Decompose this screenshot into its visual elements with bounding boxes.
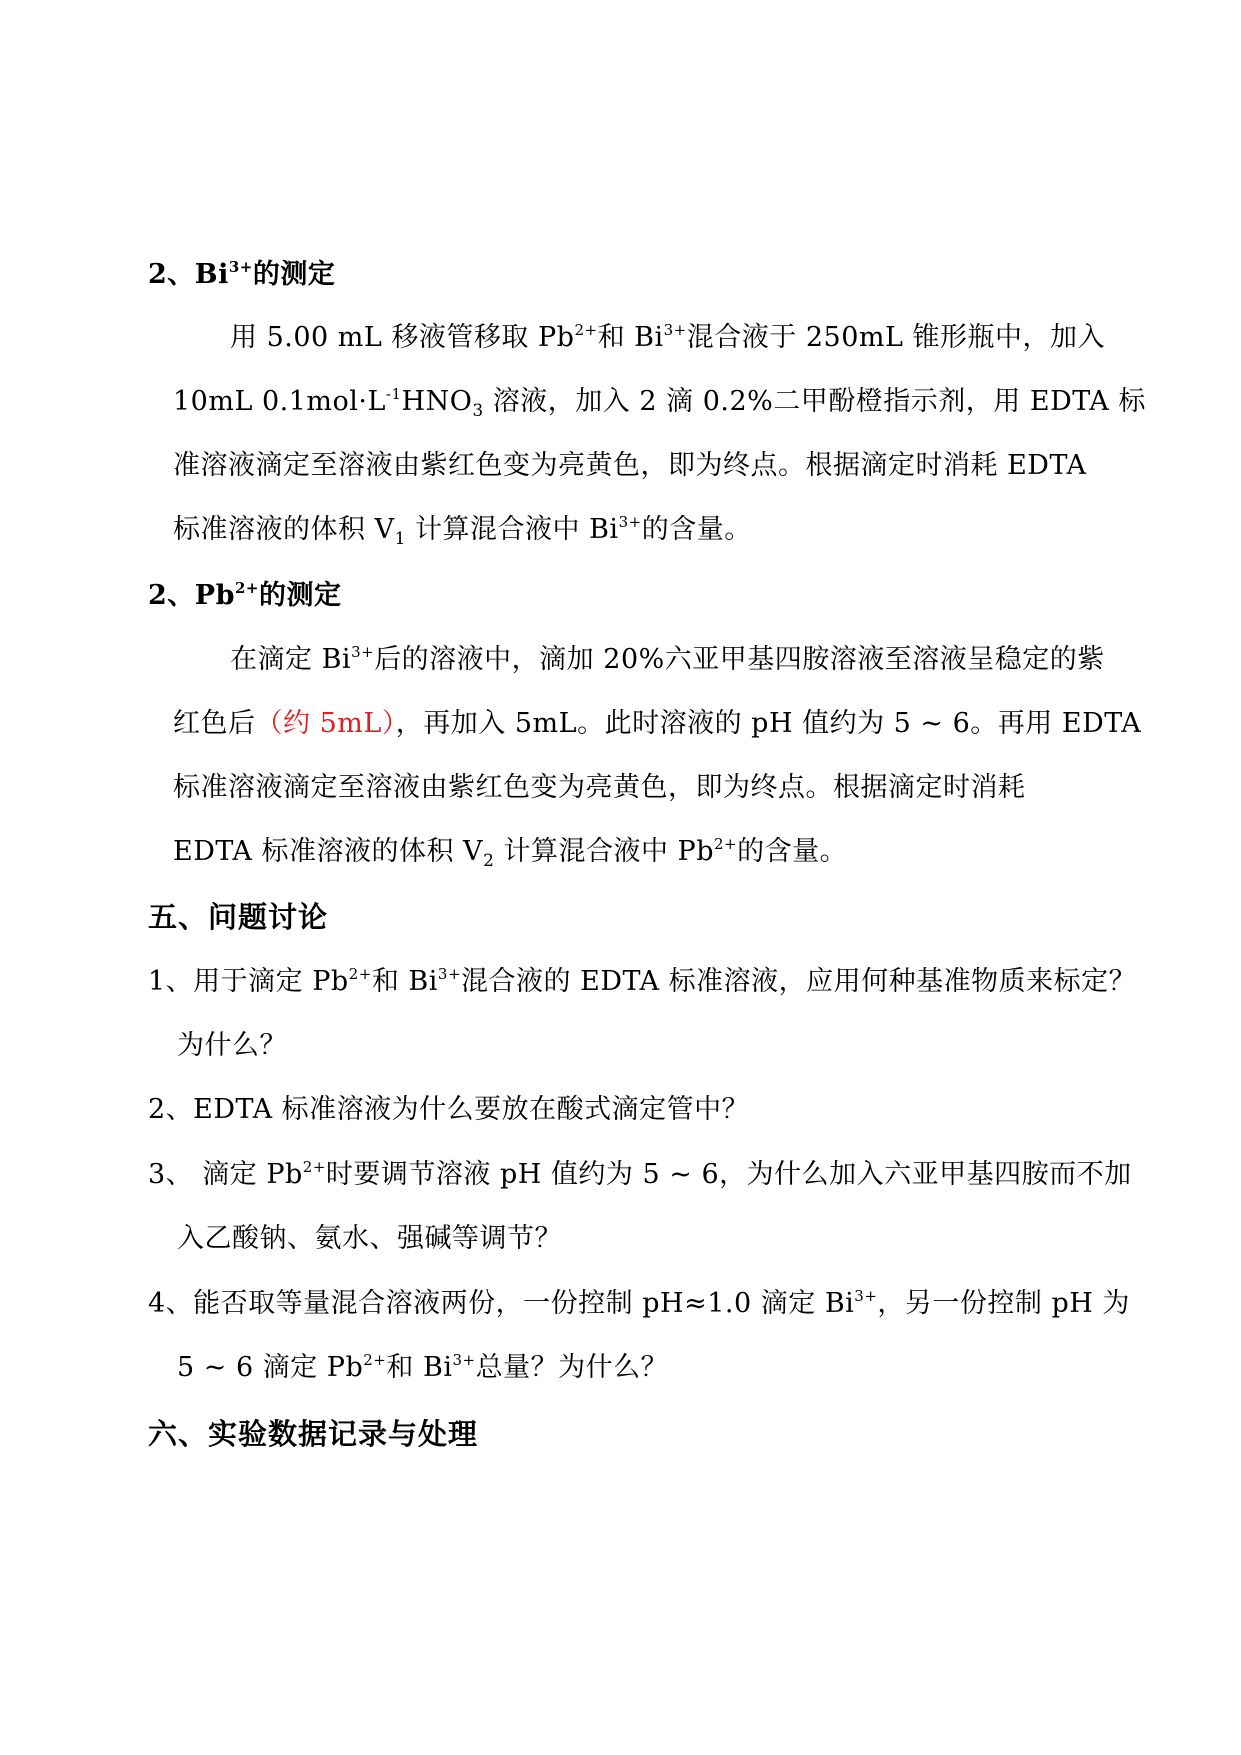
- paragraph-pb-line-4: EDTA 标准溶液的体积 $V_2$ 计算混合液中 $Pb^{2+}$的含量。: [173, 835, 848, 871]
- question-4-line-1: 4、能否取等量混合溶液两份，一份控制 pH≈1.0 滴定 $Bi^{3+}$，另一份控制 pH 为: [148, 1287, 1130, 1319]
- volume-note-red: （约 5mL）: [255, 708, 396, 739]
- question-3-line-1: 3、 滴定 $Pb^{2+}$时要调节溶液 pH 值约为 5 ~ 6，为什么加入六亚甲基四胺而不加: [148, 1158, 1132, 1190]
- paragraph-pb-line-2: 红色后（约 5mL），再加入 5mL。此时溶液的 pH 值约为 5 ~ 6。再用 EDTA: [173, 708, 1142, 739]
- discussion-heading: 五、问题讨论: [148, 900, 329, 934]
- paragraph-pb-line-1: 在滴定 $Bi^{3+}$后的溶液中，滴加 20%六亚甲基四胺溶液至溶液呈稳定的紫: [230, 643, 1105, 675]
- paragraph-bi-line-3: 准溶液滴定至溶液由紫红色变为亮黄色，即为终点。根据滴定时消耗 EDTA: [173, 450, 1087, 481]
- data-record-heading: 六、实验数据记录与处理: [148, 1417, 479, 1451]
- question-3-line-2: 入乙酸钠、氨水、强碱等调节？: [177, 1223, 562, 1254]
- question-1-line-2: 为什么？: [177, 1030, 287, 1061]
- section-heading-pb: 2、$Pb^{2+}$的测定: [148, 579, 342, 611]
- paragraph-pb-line-3: 标准溶液滴定至溶液由紫红色变为亮黄色，即为终点。根据滴定时消耗: [173, 772, 1026, 803]
- section-heading-bi: 2、$Bi^{3+}$的测定: [148, 258, 336, 290]
- paragraph-bi-line-4: 标准溶液的体积 $V_1$ 计算混合液中 $Bi^{3+}$的含量。: [173, 513, 752, 549]
- question-4-line-2: 5 ~ 6 滴定 $Pb^{2+}$和 $Bi^{3+}$总量？为什么？: [177, 1351, 669, 1383]
- paragraph-bi-line-2: 10mL $0.1mol\cdot L^{-1}HNO_3$ 溶液，加入 2 滴 0.2%二甲酚橙指示剂，用 EDTA 标: [173, 385, 1146, 421]
- question-1-line-1: 1、用于滴定 $Pb^{2+}$和 $Bi^{3+}$混合液的 EDTA 标准溶液，应用何种基准物质来标定？: [148, 965, 1137, 997]
- paragraph-bi-line-1: 用 5.00 mL 移液管移取 $Pb^{2+}$和 $Bi^{3+}$混合液于 250mL 锥形瓶中，加入: [230, 321, 1105, 353]
- question-2: 2、EDTA 标准溶液为什么要放在酸式滴定管中？: [148, 1094, 750, 1125]
